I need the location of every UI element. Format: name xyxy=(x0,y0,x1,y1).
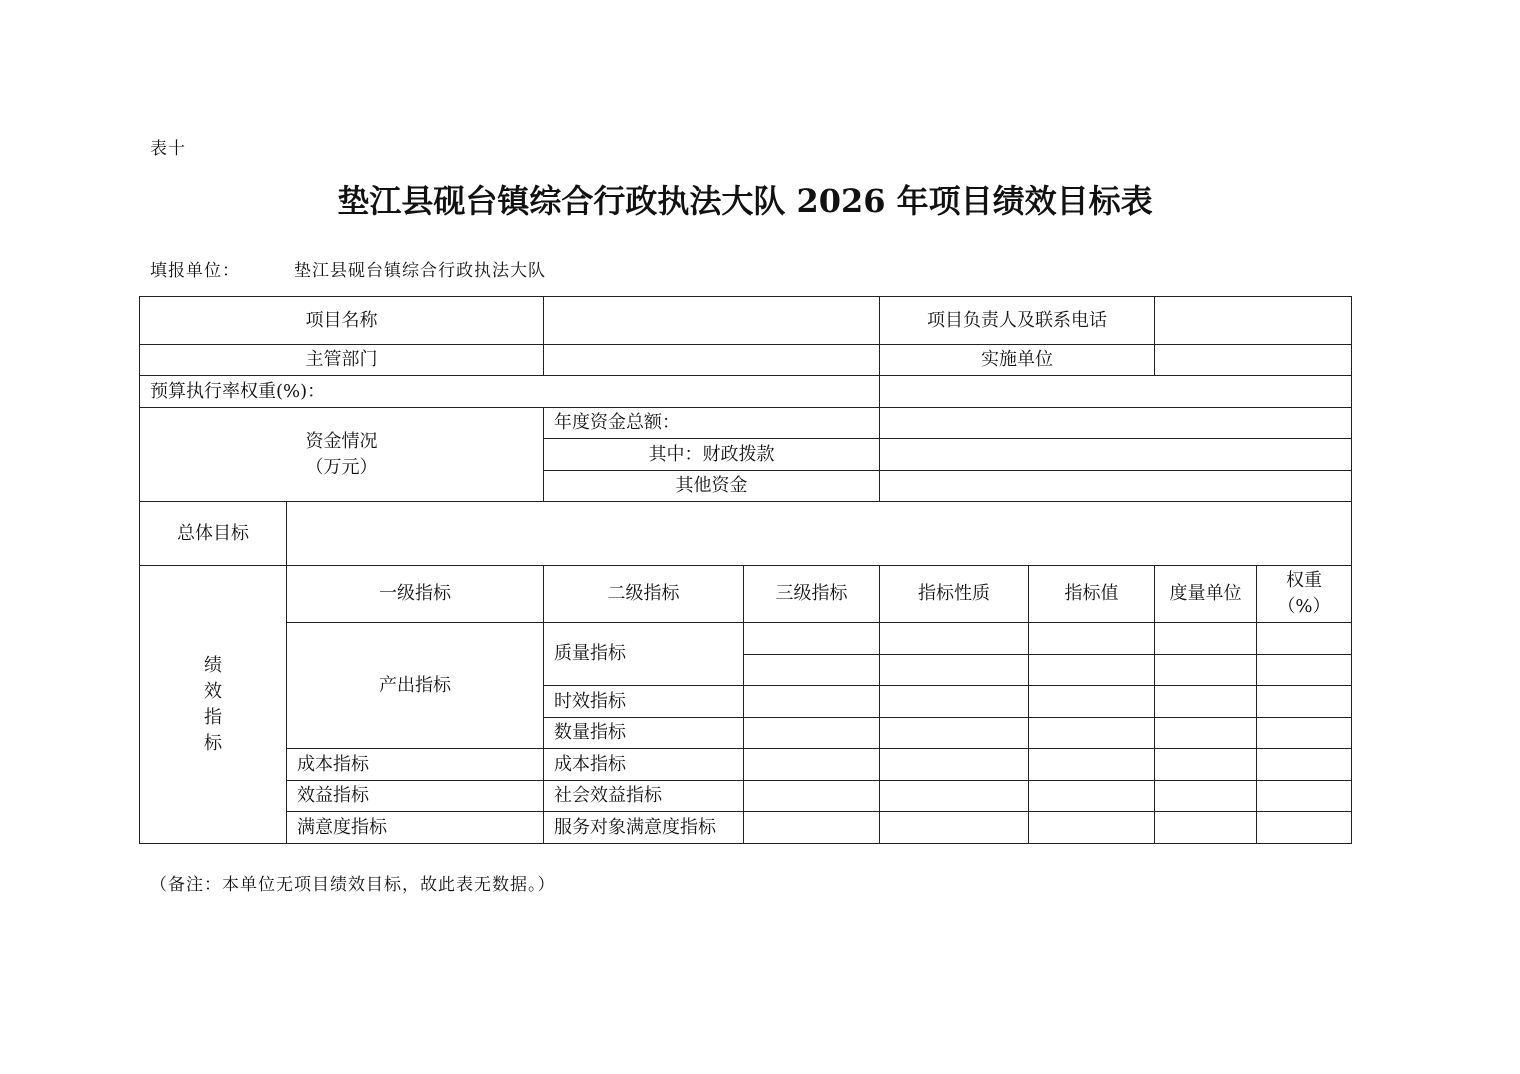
table-cell xyxy=(1029,686,1155,718)
performance-indicators-label xyxy=(140,566,287,844)
table-cell xyxy=(744,781,880,812)
table-cell xyxy=(1029,781,1155,812)
table-cell xyxy=(1029,655,1155,686)
perf-label-char: 绩 xyxy=(204,654,222,676)
project-contact-value xyxy=(1155,297,1352,345)
header-value: 指标值 xyxy=(1029,566,1155,623)
header-level2: 二级指标 xyxy=(544,566,744,623)
table-cell xyxy=(880,749,1029,781)
table-cell xyxy=(1155,812,1257,844)
table-cell xyxy=(1257,749,1352,781)
header-nature: 指标性质 xyxy=(880,566,1029,623)
benefit-level2-label: 社会效益指标 xyxy=(544,781,744,812)
table-cell xyxy=(1029,812,1155,844)
budget-rate-value xyxy=(880,376,1352,408)
table-cell xyxy=(1155,686,1257,718)
row-indicator-headers xyxy=(140,566,1352,623)
table-cell xyxy=(1257,623,1352,655)
output-indicator-label: 产出指标 xyxy=(287,623,544,749)
table-cell xyxy=(1155,749,1257,781)
funds-other-label: 其他资金 xyxy=(544,471,880,502)
table-cell xyxy=(880,812,1029,844)
header-weight-line2: （%） xyxy=(1277,596,1331,617)
reporting-unit-line xyxy=(150,256,546,281)
perf-label-char: 效 xyxy=(204,680,222,702)
table-cell xyxy=(1155,718,1257,749)
department-label: 主管部门 xyxy=(140,345,544,376)
table-cell xyxy=(880,655,1029,686)
table-cell xyxy=(1257,686,1352,718)
table-cell xyxy=(1257,655,1352,686)
reporting-unit-label: 填报单位： xyxy=(150,261,240,281)
table-cell xyxy=(1257,781,1352,812)
table-cell xyxy=(1257,718,1352,749)
table-row xyxy=(140,812,1352,844)
project-contact-label: 项目负责人及联系电话 xyxy=(880,297,1155,345)
footnote: （备注：本单位无项目绩效目标，故此表无数据。） xyxy=(150,875,556,895)
header-weight xyxy=(1257,566,1352,623)
row-project-name xyxy=(140,297,1352,345)
department-value xyxy=(544,345,880,376)
table-cell xyxy=(744,749,880,781)
perf-label-char: 指 xyxy=(204,706,222,728)
funds-other-value xyxy=(880,471,1352,502)
overall-goal-label: 总体目标 xyxy=(140,502,287,566)
satisfaction-level2-label: 服务对象满意度指标 xyxy=(544,812,744,844)
funds-total-value xyxy=(880,408,1352,439)
table-cell xyxy=(1155,655,1257,686)
table-cell xyxy=(744,718,880,749)
satisfaction-level1-label: 满意度指标 xyxy=(287,812,544,844)
table-row xyxy=(140,781,1352,812)
header-level3: 三级指标 xyxy=(744,566,880,623)
table-row xyxy=(140,623,1352,655)
performance-goal-table xyxy=(139,296,1352,844)
funds-fiscal-label: 其中：财政拨款 xyxy=(544,439,880,471)
cost-level2-label: 成本指标 xyxy=(544,749,744,781)
header-level1: 一级指标 xyxy=(287,566,544,623)
time-indicator-label: 时效指标 xyxy=(544,686,744,718)
row-overall-goal xyxy=(140,502,1352,566)
table-cell xyxy=(744,655,880,686)
table-cell xyxy=(744,623,880,655)
implementing-unit-label: 实施单位 xyxy=(880,345,1155,376)
reporting-unit-value: 垫江县砚台镇综合行政执法大队 xyxy=(294,261,546,281)
row-department xyxy=(140,345,1352,376)
header-unit: 度量单位 xyxy=(1155,566,1257,623)
funds-total-label: 年度资金总额： xyxy=(544,408,880,439)
row-funds-total xyxy=(140,408,1352,439)
table-row xyxy=(140,749,1352,781)
table-number-label: 表十 xyxy=(150,139,186,159)
quality-indicator-label: 质量指标 xyxy=(544,623,744,686)
table-cell xyxy=(880,781,1029,812)
cost-level1-label: 成本指标 xyxy=(287,749,544,781)
table-cell xyxy=(1029,718,1155,749)
project-name-value xyxy=(544,297,880,345)
table-cell xyxy=(744,812,880,844)
table-cell xyxy=(880,718,1029,749)
table-cell xyxy=(1155,623,1257,655)
row-budget-rate xyxy=(140,376,1352,408)
perf-label-char: 标 xyxy=(204,732,222,754)
overall-goal-value xyxy=(287,502,1352,566)
document-title: 垫江县砚台镇综合行政执法大队 2026 年项目绩效目标表 xyxy=(337,182,1153,220)
quantity-indicator-label: 数量指标 xyxy=(544,718,744,749)
funds-label-line1: 资金情况 xyxy=(305,430,378,452)
project-name-label: 项目名称 xyxy=(140,297,544,345)
funds-fiscal-value xyxy=(880,439,1352,471)
budget-rate-label: 预算执行率权重(%)： xyxy=(140,376,880,408)
funds-label xyxy=(140,408,544,502)
table-cell xyxy=(880,623,1029,655)
table-cell xyxy=(1029,749,1155,781)
table-cell xyxy=(1257,812,1352,844)
benefit-level1-label: 效益指标 xyxy=(287,781,544,812)
table-cell xyxy=(880,686,1029,718)
table-cell xyxy=(1029,623,1155,655)
table-cell xyxy=(744,686,880,718)
implementing-unit-value xyxy=(1155,345,1352,376)
header-weight-line1: 权重 xyxy=(1286,570,1322,591)
funds-label-line2: （万元） xyxy=(305,456,378,478)
table-cell xyxy=(1155,781,1257,812)
